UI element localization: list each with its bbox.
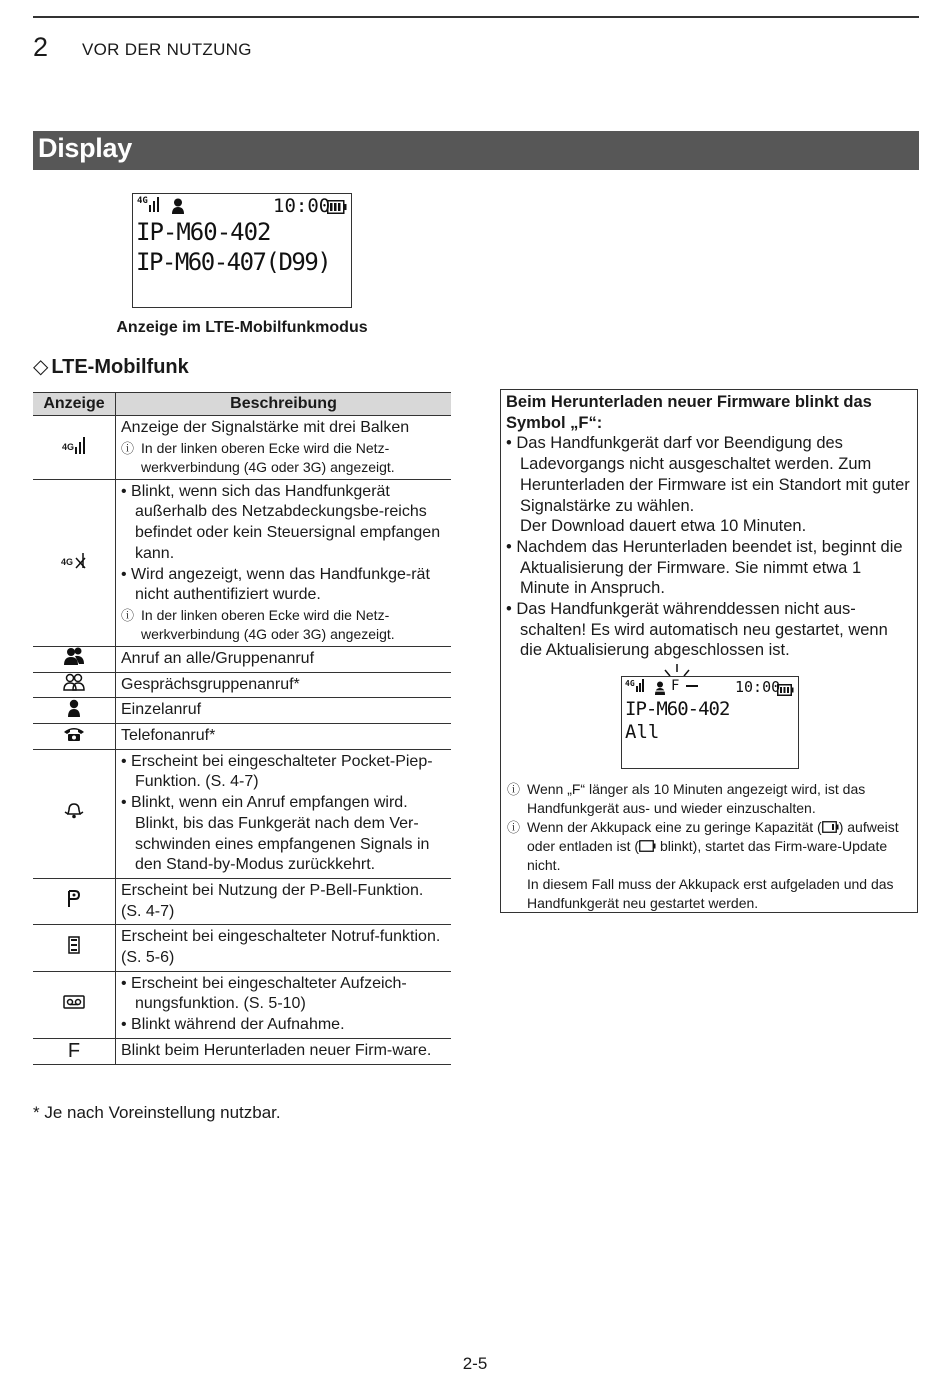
table-row: • Erscheint bei eingeschalteter Aufzeich-nungsfunktion. (S. 5-10) • Blinkt während der Aufnahme.	[33, 971, 451, 1038]
battery-low-icon	[822, 821, 839, 833]
header-rule	[33, 16, 919, 18]
signal-4g-icon: 4G	[625, 679, 645, 693]
firmware-f-symbol: F	[671, 678, 680, 694]
table-row: Gesprächsgruppenanruf*	[33, 672, 451, 698]
info-box-title: Beim Herunterladen neuer Firmware blinkt das Symbol „F“:	[506, 393, 872, 432]
list-item: • Nachdem das Herunterladen beendet ist, beginnt die Aktualisierung der Firmware. Sie nimmt etwa 1 Minute in Anspruch.	[506, 537, 903, 598]
column-header-anzeige: Anzeige	[33, 393, 116, 416]
table-row: $^{4G}$ Anzeige der Signalstärke mit drei Balken ⓘ In der linken oberen Ecke wird die Netz-werkverbindung (4G oder 3G) angezeigt.	[33, 416, 451, 480]
info-icon: ⓘ	[507, 782, 521, 797]
recording-icon	[33, 971, 116, 1038]
battery-icon	[327, 199, 347, 218]
p-bell-icon	[33, 878, 116, 924]
table-row: Erscheint bei Nutzung der P-Bell-Funktion. (S. 4-7)	[33, 878, 451, 924]
subsection-title: LTE-Mobilfunk	[51, 356, 189, 378]
table-row: $^{4G}$ • Blinkt, wenn sich das Handfunkgerät außerhalb des Netzabdeckungsbe-reichs befindet oder kein Steuersignal empfangen kann. • Wird angezeigt, wenn das Handfunkge-rät nicht authentifiziert wurde. ⓘ In der linken oberen Ecke wird die Netz-werkverbindung (4G oder 3G) angezeigt.	[33, 479, 451, 646]
firmware-f-icon: F	[33, 1038, 116, 1064]
list-item: • Das Handfunkgerät darf vor Beendigung des Ladevorgangs nicht ausgeschaltet werden. Zum Herunterladen der Firmware ist ein Standort mit guter Signalstärke zu wählen.	[506, 434, 910, 515]
firmware-info-box	[500, 389, 918, 913]
firmware-display-example	[621, 676, 799, 769]
info-icon: ⓘ	[121, 440, 135, 456]
signal-4g-bars-icon: 4G	[33, 416, 116, 480]
table-row: • Erscheint bei eingeschalteter Pocket-Piep-Funktion. (S. 4-7) • Blinkt, wenn ein Anruf empfangen wird. Blinkt, bis das Funkgerät nach dem Ver-schwinden eines empfangenen Signals in den Stand-by-Modus zurückkehrt.	[33, 749, 451, 878]
subsection-heading	[33, 354, 189, 379]
group-call-icon	[33, 646, 116, 672]
chapter-number: 2	[33, 32, 49, 62]
battery-empty-icon	[639, 840, 656, 852]
display-time: 10:00	[273, 195, 331, 217]
no-signal-4g-icon: 4G	[33, 479, 116, 646]
display-caption: Anzeige im LTE-Mobilfunkmodus	[116, 319, 368, 336]
telephone-icon	[33, 724, 116, 750]
display-example	[132, 193, 352, 308]
display-line2: IP-M60-407(D99)	[136, 248, 331, 276]
display-line1: IP-M60-402	[625, 698, 730, 720]
table-row: F Blinkt beim Herunterladen neuer Firm-ware.	[33, 1038, 451, 1064]
icon-table	[33, 392, 451, 1065]
list-item: • Das Handfunkgerät währenddessen nicht aus-schalten! Es wird automatisch neu gestartet, wenn die Aktualisierung abgeschlossen ist.	[506, 600, 888, 660]
table-row: Telefonanruf*	[33, 724, 451, 750]
signal-4g-icon: 4G	[137, 196, 160, 213]
table-row: Einzelanruf	[33, 698, 451, 724]
dash-mark	[686, 685, 698, 687]
display-time: 10:00	[735, 678, 781, 696]
diamond-icon: ◇	[33, 356, 49, 378]
talkgroup-call-icon	[33, 672, 116, 698]
display-line2: All	[625, 721, 660, 743]
table-row: Anruf an alle/Gruppenanruf	[33, 646, 451, 672]
section-title: Display	[38, 133, 132, 163]
battery-icon	[777, 681, 794, 700]
group-person-icon	[654, 680, 666, 699]
section-banner	[33, 131, 919, 170]
column-header-beschreibung: Beschreibung	[116, 393, 452, 416]
person-icon	[171, 198, 185, 218]
display-line1: IP-M60-402	[136, 218, 271, 246]
pocket-beep-icon	[33, 749, 116, 878]
note-2-extra: In diesem Fall muss der Akkupack erst aufgeladen und das Handfunkgerät neu gestartet werden.	[527, 876, 894, 911]
chapter-title: VOR DER NUTZUNG	[82, 40, 252, 59]
page-number: 2-5	[462, 1354, 488, 1373]
note-1: ⓘ Wenn „F“ länger als 10 Minuten angezeigt wird, ist das Handfunkgerät aus- und wieder einzuschalten.	[507, 781, 866, 816]
info-icon: ⓘ	[507, 820, 521, 835]
individual-call-icon	[33, 698, 116, 724]
list-item-extra: Der Download dauert etwa 10 Minuten.	[520, 517, 807, 536]
info-icon: ⓘ	[121, 607, 135, 623]
table-row: Erscheint bei eingeschalteter Notruf-funktion. (S. 5-6)	[33, 925, 451, 971]
footnote: * Je nach Voreinstellung nutzbar.	[33, 1103, 281, 1122]
note-2: ⓘ Wenn der Akkupack eine zu geringe Kapazität ( ) aufweist oder entladen ist ( blinkt), startet das Firm-ware-Update nicht. In diesem Fall muss der Akkupack erst aufgeladen und das Handfunkgerät neu gestartet werden.	[507, 818, 911, 913]
emergency-icon	[33, 925, 116, 971]
